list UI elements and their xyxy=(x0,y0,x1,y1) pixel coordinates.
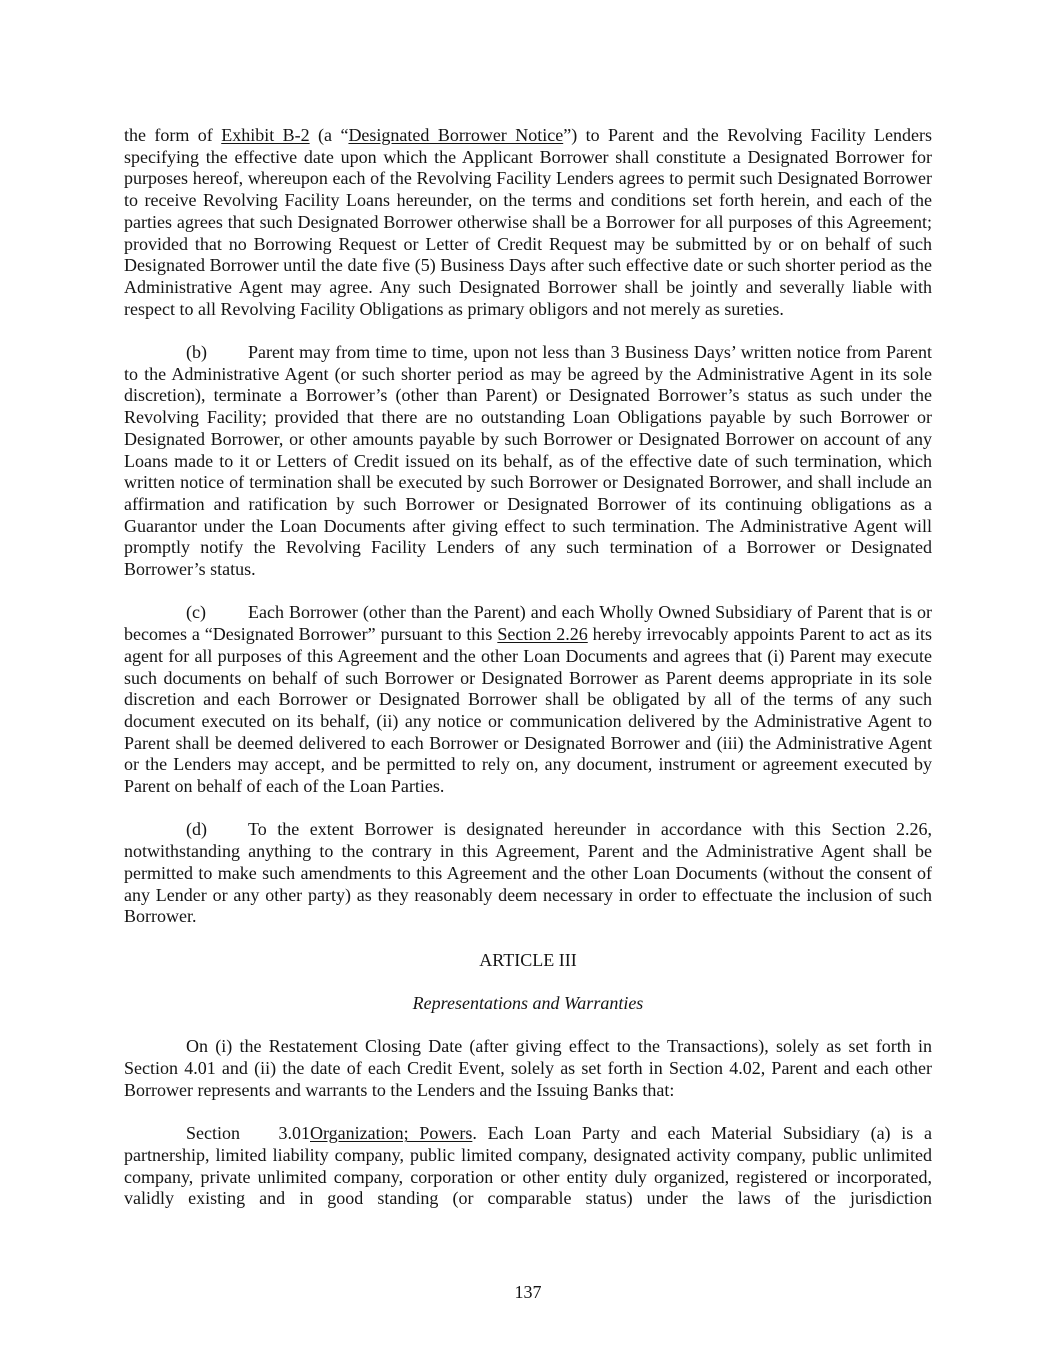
paragraph-c xyxy=(124,602,932,797)
page-body xyxy=(124,125,932,1232)
section-3-01-heading: Organization; Powers xyxy=(310,1123,473,1144)
continuation-text-mid: (a “ xyxy=(309,125,349,145)
article-title: Representations and Warranties xyxy=(412,993,644,1014)
article-number: ARTICLE III xyxy=(479,949,577,970)
intro-paragraph: On (i) the Restatement Closing Date (after giving effect to the Transactions), solely as set forth in Section 4.01 and (ii) the date of each Credit Event, solely as set forth in Section 4.02, Parent and each other Borrower represents and warrants to the Lenders and the Issuing Banks that: xyxy=(124,1036,932,1100)
paragraph-b-text: Parent may from time to time, upon not less than 3 Business Days’ written notice from Parent to the Administrative Agent (or such shorter period as may be agreed by the Administrative Agent in its sole discretion), terminate a Borrower’s (other than Parent) or Designated Borrower’s status as such under the Revolving Facility; provided that there are no outstanding Loan Obligations payable by such Borrower or Designated Borrower, or other amounts payable by such Borrower or Designated Borrower on account of any Loans made to it or Letters of Credit issued on its behalf, as of the effective date of such termination, which written notice of termination shall be executed by such Borrower or Designated Borrower, and shall include an affirmation and ratification by such Borrower or Designated Borrower of its continuing obligations as a Guarantor under the Loan Documents after giving effect to such termination. The Administrative Agent will promptly notify the Revolving Facility Lenders of any such termination of a Borrower or Designated Borrower’s status. xyxy=(124,342,932,580)
paragraph-b xyxy=(124,342,932,581)
exhibit-reference: Exhibit B-2 xyxy=(221,125,310,145)
paragraph-d-label: (d) xyxy=(186,819,207,840)
paragraph-c-text-start: Each Borrower (other than the Parent) and each Wholly Owned Subsidiary of Parent that is or becomes a “Designated Borrower” pursuant to this xyxy=(124,602,932,645)
section-3-01 xyxy=(124,1123,932,1210)
paragraph-d-text: To the extent Borrower is designated hereunder in accordance with this Section 2.26, notwithstanding anything to the contrary in this Agreement, Parent and the Administrative Agent shall be permitted to make such amendments to this Agreement and the other Loan Documents (without the consent of any Lender or any other party) as they reasonably deem necessary in order to effectuate the inclusion of such Borrower. xyxy=(124,819,932,927)
paragraph-b-label: (b) xyxy=(186,342,207,363)
section-3-01-text: . Each Loan Party and each Material Subsidiary (a) is a partnership, limited liability company, public limited company, designated activity company, public unlimited company, private unlimited company, corporation or other entity duly organized, registered or incorporated, validly existing and in good standing (or comparable status) under the laws of the jurisdiction xyxy=(124,1123,933,1209)
defined-term: Designated Borrower Notice xyxy=(348,125,564,145)
section-3-01-label: Section 3.01 xyxy=(186,1123,310,1144)
section-reference: Section 2.26 xyxy=(497,624,588,645)
paragraph-d xyxy=(124,819,932,928)
continuation-text-start: the form of xyxy=(124,125,222,145)
continuation-paragraph xyxy=(124,125,932,320)
paragraph-c-text-end: hereby irrevocably appoints Parent to act as its agent for all purposes of this Agreement and the other Loan Documents and agrees that (i) Parent may execute such documents on behalf of such Borrower or Designated Borrower as Parent deems appropriate in its sole discretion and each Borrower or Designated Borrower shall be obligated by all of the terms of any such document executed on its behalf, (ii) any notice or communication delivered by the Administrative Agent to Parent shall be deemed delivered to each Borrower or Designated Borrower and (iii) the Administrative Agent or the Lenders may accept, and be permitted to rely on, any document, instrument or agreement executed by Parent on behalf of each of the Loan Parties. xyxy=(124,624,932,797)
page-number: 137 xyxy=(514,1282,542,1302)
continuation-text-end: ”) to Parent and the Revolving Facility Lenders specifying the effective date upon which the Applicant Borrower shall constitute a Designated Borrower for purposes hereof, whereupon each of the Revolving Facility Lenders agrees to permit such Designated Borrower to receive Revolving Facility Loans hereunder, on the terms and conditions set forth herein, and each of the parties agrees that such Designated Borrower otherwise shall be a Borrower for all purposes of this Agreement; provided that no Borrowing Request or Letter of Credit Request may be submitted by or on behalf of such Designated Borrower until the date five (5) Business Days after such effective date or such shorter period as the Administrative Agent may agree. Any such Designated Borrower shall be jointly and severally liable with respect to all Revolving Facility Obligations as primary obligors and not merely as sureties. xyxy=(124,125,932,319)
paragraph-c-label: (c) xyxy=(186,602,206,623)
